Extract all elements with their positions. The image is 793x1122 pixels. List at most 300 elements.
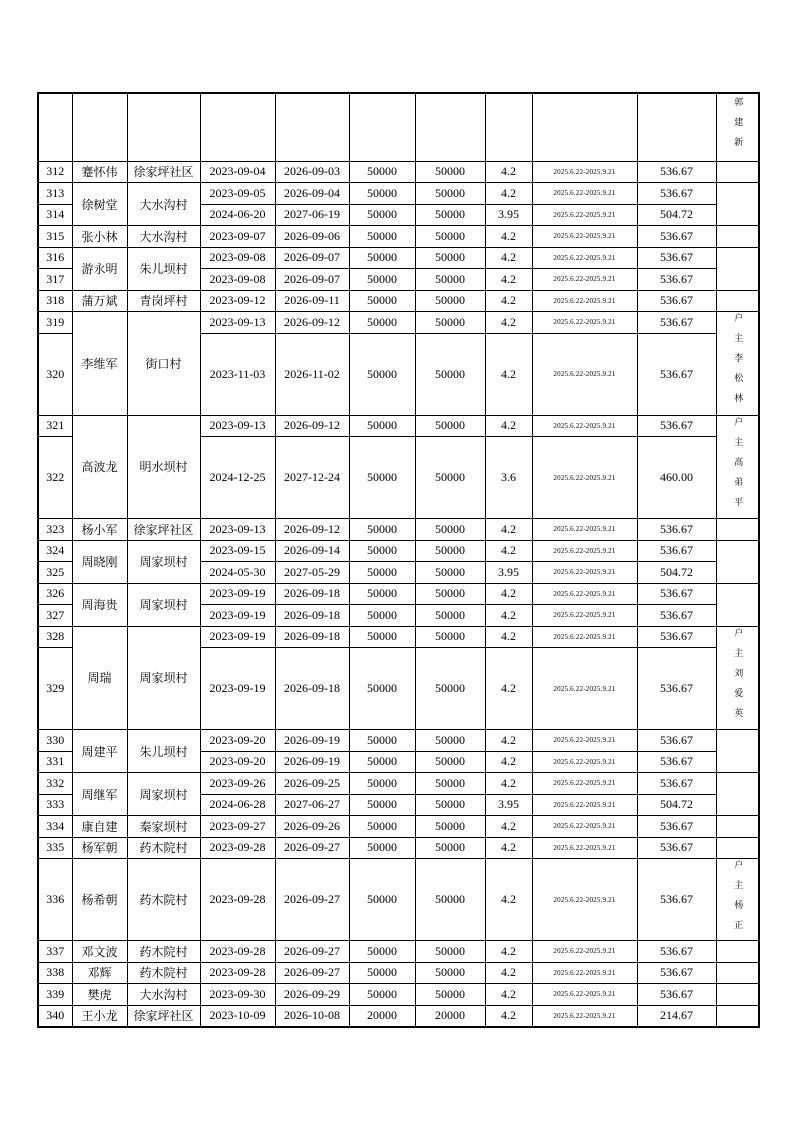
table-row — [38, 415, 759, 437]
loan-amount-cell: 50000 — [349, 583, 415, 605]
end-date-cell: 2026-09-18 — [275, 626, 349, 648]
borrower-name-cell: 周晓刚 — [72, 540, 127, 583]
start-date-cell: 2024-06-20 — [200, 204, 275, 226]
borrower-name-cell: 蹇怀伟 — [72, 161, 127, 183]
loan-amount-cell: 50000 — [349, 626, 415, 648]
interest-period-cell: 2025.6.22-2025.9.21 — [532, 226, 637, 248]
interest-period-cell: 2025.6.22-2025.9.21 — [532, 648, 637, 730]
interest-period-cell: 2025.6.22-2025.9.21 — [532, 605, 637, 627]
interest-rate-cell: 4.2 — [485, 648, 532, 730]
end-date-cell: 2026-09-18 — [275, 605, 349, 627]
interest-amount-cell: 536.67 — [637, 333, 716, 415]
village-cell: 周家坝村 — [127, 583, 200, 626]
village-cell: 药木院村 — [127, 962, 200, 984]
borrower-name-cell: 邓文波 — [72, 941, 127, 963]
interest-amount-cell: 536.67 — [637, 312, 716, 334]
header-cell-amount2 — [415, 93, 485, 161]
loan-amount-cell: 50000 — [349, 730, 415, 752]
loan-amount-cell: 50000 — [349, 751, 415, 773]
start-date-cell: 2023-09-08 — [200, 247, 275, 269]
interest-rate-cell: 4.2 — [485, 605, 532, 627]
remark-cell — [716, 312, 759, 416]
interest-period-cell: 2025.6.22-2025.9.21 — [532, 837, 637, 859]
end-date-cell: 2026-09-27 — [275, 941, 349, 963]
balance-amount-cell: 50000 — [415, 605, 485, 627]
end-date-cell: 2027-06-19 — [275, 204, 349, 226]
remark-cell — [716, 816, 759, 838]
start-date-cell: 2023-09-19 — [200, 626, 275, 648]
start-date-cell: 2024-05-30 — [200, 562, 275, 584]
row-number-cell: 315 — [38, 226, 72, 248]
remark-vertical-text: 户主高弟平 — [733, 416, 744, 517]
header-row — [38, 93, 759, 161]
interest-rate-cell: 3.95 — [485, 562, 532, 584]
borrower-name-cell: 王小龙 — [72, 1005, 127, 1027]
interest-period-cell: 2025.6.22-2025.9.21 — [532, 415, 637, 437]
row-number-cell: 340 — [38, 1005, 72, 1027]
balance-amount-cell: 50000 — [415, 204, 485, 226]
loan-amount-cell: 50000 — [349, 269, 415, 291]
header-cell-rate — [485, 93, 532, 161]
interest-amount-cell: 536.67 — [637, 730, 716, 752]
borrower-name-cell: 高波龙 — [72, 415, 127, 519]
borrower-name-cell: 李维军 — [72, 312, 127, 416]
loan-amount-cell: 50000 — [349, 859, 415, 941]
interest-rate-cell: 4.2 — [485, 816, 532, 838]
balance-amount-cell: 50000 — [415, 962, 485, 984]
remark-cell — [716, 290, 759, 312]
row-number-cell: 330 — [38, 730, 72, 752]
interest-amount-cell: 536.67 — [637, 941, 716, 963]
start-date-cell: 2023-09-19 — [200, 583, 275, 605]
balance-amount-cell: 50000 — [415, 794, 485, 816]
balance-amount-cell: 50000 — [415, 290, 485, 312]
interest-period-cell: 2025.6.22-2025.9.21 — [532, 751, 637, 773]
end-date-cell: 2026-09-04 — [275, 183, 349, 205]
start-date-cell: 2023-09-19 — [200, 648, 275, 730]
interest-period-cell: 2025.6.22-2025.9.21 — [532, 984, 637, 1006]
interest-rate-cell: 4.2 — [485, 226, 532, 248]
interest-period-cell: 2025.6.22-2025.9.21 — [532, 333, 637, 415]
loan-amount-cell: 50000 — [349, 540, 415, 562]
balance-amount-cell: 50000 — [415, 247, 485, 269]
remark-cell — [716, 773, 759, 816]
loan-amount-cell: 50000 — [349, 837, 415, 859]
borrower-name-cell: 邓辉 — [72, 962, 127, 984]
interest-rate-cell: 4.2 — [485, 583, 532, 605]
remark-cell — [716, 941, 759, 963]
table-row — [38, 312, 759, 334]
table-row — [38, 583, 759, 605]
interest-rate-cell: 4.2 — [485, 962, 532, 984]
village-cell: 药木院村 — [127, 859, 200, 941]
end-date-cell: 2027-05-29 — [275, 562, 349, 584]
interest-period-cell: 2025.6.22-2025.9.21 — [532, 794, 637, 816]
borrower-name-cell: 樊虎 — [72, 984, 127, 1006]
start-date-cell: 2023-09-28 — [200, 941, 275, 963]
interest-rate-cell: 4.2 — [485, 269, 532, 291]
row-number-cell: 335 — [38, 837, 72, 859]
remark-cell — [716, 984, 759, 1006]
header-cell-name — [72, 93, 127, 161]
interest-period-cell: 2025.6.22-2025.9.21 — [532, 183, 637, 205]
borrower-name-cell: 周海贵 — [72, 583, 127, 626]
balance-amount-cell: 20000 — [415, 1005, 485, 1027]
loan-amount-cell: 50000 — [349, 333, 415, 415]
borrower-name-cell: 游永明 — [72, 247, 127, 290]
loan-amount-cell: 50000 — [349, 984, 415, 1006]
table-row — [38, 226, 759, 248]
row-number-cell: 317 — [38, 269, 72, 291]
interest-period-cell: 2025.6.22-2025.9.21 — [532, 626, 637, 648]
balance-amount-cell: 50000 — [415, 837, 485, 859]
header-cell-amount1 — [349, 93, 415, 161]
signature-text: 郭建新 — [733, 97, 744, 158]
row-number-cell: 336 — [38, 859, 72, 941]
start-date-cell: 2023-09-20 — [200, 730, 275, 752]
interest-period-cell: 2025.6.22-2025.9.21 — [532, 562, 637, 584]
row-number-cell: 332 — [38, 773, 72, 795]
interest-period-cell: 2025.6.22-2025.9.21 — [532, 859, 637, 941]
interest-amount-cell: 214.67 — [637, 1005, 716, 1027]
end-date-cell: 2027-06-27 — [275, 794, 349, 816]
remark-vertical-text: 户主杨正 — [733, 859, 744, 940]
remark-cell — [716, 1005, 759, 1027]
start-date-cell: 2023-09-13 — [200, 519, 275, 541]
interest-period-cell: 2025.6.22-2025.9.21 — [532, 730, 637, 752]
interest-amount-cell: 536.67 — [637, 837, 716, 859]
interest-amount-cell: 536.67 — [637, 984, 716, 1006]
balance-amount-cell: 50000 — [415, 562, 485, 584]
village-cell: 秦家坝村 — [127, 816, 200, 838]
end-date-cell: 2026-09-18 — [275, 583, 349, 605]
village-cell: 大水沟村 — [127, 183, 200, 226]
start-date-cell: 2023-09-19 — [200, 605, 275, 627]
village-cell: 朱儿坝村 — [127, 730, 200, 773]
row-number-cell: 327 — [38, 605, 72, 627]
table-row — [38, 247, 759, 269]
remark-cell — [716, 837, 759, 859]
row-number-cell: 323 — [38, 519, 72, 541]
interest-rate-cell: 4.2 — [485, 859, 532, 941]
loan-amount-cell: 50000 — [349, 941, 415, 963]
loan-amount-cell: 50000 — [349, 962, 415, 984]
table-row — [38, 773, 759, 795]
loan-amount-cell: 50000 — [349, 816, 415, 838]
borrower-name-cell: 周建平 — [72, 730, 127, 773]
balance-amount-cell: 50000 — [415, 984, 485, 1006]
remark-vertical-text: 户主李松林 — [733, 313, 744, 414]
table-row — [38, 1005, 759, 1027]
interest-amount-cell: 536.67 — [637, 751, 716, 773]
balance-amount-cell: 50000 — [415, 816, 485, 838]
header-cell-rownum — [38, 93, 72, 161]
interest-rate-cell: 4.2 — [485, 312, 532, 334]
borrower-name-cell: 周继军 — [72, 773, 127, 816]
end-date-cell: 2026-09-18 — [275, 648, 349, 730]
row-number-cell: 319 — [38, 312, 72, 334]
village-cell: 明水坝村 — [127, 415, 200, 519]
balance-amount-cell: 50000 — [415, 519, 485, 541]
table-row — [38, 183, 759, 205]
loan-table-body — [38, 161, 759, 1027]
remark-cell — [716, 962, 759, 984]
start-date-cell: 2023-09-28 — [200, 859, 275, 941]
start-date-cell: 2023-09-04 — [200, 161, 275, 183]
interest-period-cell: 2025.6.22-2025.9.21 — [532, 269, 637, 291]
interest-amount-cell: 536.67 — [637, 290, 716, 312]
village-cell: 徐家坪社区 — [127, 161, 200, 183]
village-cell: 周家坝村 — [127, 626, 200, 730]
village-cell: 青岗坪村 — [127, 290, 200, 312]
interest-rate-cell: 4.2 — [485, 183, 532, 205]
remark-cell — [716, 183, 759, 226]
interest-rate-cell: 4.2 — [485, 415, 532, 437]
start-date-cell: 2023-09-12 — [200, 290, 275, 312]
interest-period-cell: 2025.6.22-2025.9.21 — [532, 816, 637, 838]
village-cell: 朱儿坝村 — [127, 247, 200, 290]
end-date-cell: 2026-11-02 — [275, 333, 349, 415]
loan-amount-cell: 50000 — [349, 794, 415, 816]
village-cell: 周家坝村 — [127, 540, 200, 583]
end-date-cell: 2026-09-07 — [275, 269, 349, 291]
remark-vertical-text: 户主刘爱英 — [733, 627, 744, 728]
village-cell: 徐家坪社区 — [127, 1005, 200, 1027]
header-remark-cell — [716, 93, 759, 161]
interest-amount-cell: 536.67 — [637, 605, 716, 627]
balance-amount-cell: 50000 — [415, 648, 485, 730]
interest-rate-cell: 4.2 — [485, 941, 532, 963]
row-number-cell: 326 — [38, 583, 72, 605]
interest-amount-cell: 536.67 — [637, 773, 716, 795]
interest-rate-cell: 3.95 — [485, 204, 532, 226]
borrower-name-cell: 蒲万斌 — [72, 290, 127, 312]
row-number-cell: 316 — [38, 247, 72, 269]
row-number-cell: 334 — [38, 816, 72, 838]
interest-amount-cell: 536.67 — [637, 415, 716, 437]
balance-amount-cell: 50000 — [415, 415, 485, 437]
remark-cell — [716, 519, 759, 541]
header-cell-start-date — [200, 93, 275, 161]
row-number-cell: 337 — [38, 941, 72, 963]
loan-amount-cell: 50000 — [349, 312, 415, 334]
balance-amount-cell: 50000 — [415, 540, 485, 562]
loan-amount-cell: 20000 — [349, 1005, 415, 1027]
interest-rate-cell: 4.2 — [485, 626, 532, 648]
loan-amount-cell: 50000 — [349, 290, 415, 312]
remark-cell — [716, 226, 759, 248]
borrower-name-cell: 张小林 — [72, 226, 127, 248]
end-date-cell: 2026-09-19 — [275, 730, 349, 752]
balance-amount-cell: 50000 — [415, 226, 485, 248]
interest-rate-cell: 4.2 — [485, 751, 532, 773]
row-number-cell: 333 — [38, 794, 72, 816]
interest-period-cell: 2025.6.22-2025.9.21 — [532, 204, 637, 226]
loan-amount-cell: 50000 — [349, 648, 415, 730]
interest-period-cell: 2025.6.22-2025.9.21 — [532, 247, 637, 269]
interest-amount-cell: 460.00 — [637, 437, 716, 519]
table-row — [38, 161, 759, 183]
balance-amount-cell: 50000 — [415, 773, 485, 795]
village-cell: 大水沟村 — [127, 984, 200, 1006]
loan-amount-cell: 50000 — [349, 161, 415, 183]
end-date-cell: 2026-09-26 — [275, 816, 349, 838]
table-row — [38, 290, 759, 312]
table-row — [38, 626, 759, 648]
loan-amount-cell: 50000 — [349, 519, 415, 541]
start-date-cell: 2023-11-03 — [200, 333, 275, 415]
interest-rate-cell: 4.2 — [485, 247, 532, 269]
end-date-cell: 2027-12-24 — [275, 437, 349, 519]
end-date-cell: 2026-09-12 — [275, 312, 349, 334]
end-date-cell: 2026-09-11 — [275, 290, 349, 312]
interest-rate-cell: 4.2 — [485, 519, 532, 541]
loan-amount-cell: 50000 — [349, 247, 415, 269]
remark-cell — [716, 247, 759, 290]
interest-amount-cell: 536.67 — [637, 583, 716, 605]
row-number-cell: 329 — [38, 648, 72, 730]
borrower-name-cell: 杨军朝 — [72, 837, 127, 859]
interest-period-cell: 2025.6.22-2025.9.21 — [532, 519, 637, 541]
interest-rate-cell: 4.2 — [485, 333, 532, 415]
end-date-cell: 2026-09-27 — [275, 859, 349, 941]
interest-period-cell: 2025.6.22-2025.9.21 — [532, 437, 637, 519]
start-date-cell: 2023-09-30 — [200, 984, 275, 1006]
interest-period-cell: 2025.6.22-2025.9.21 — [532, 583, 637, 605]
interest-amount-cell: 536.67 — [637, 161, 716, 183]
table-row — [38, 540, 759, 562]
remark-cell — [716, 730, 759, 773]
end-date-cell: 2026-09-03 — [275, 161, 349, 183]
start-date-cell: 2023-09-20 — [200, 751, 275, 773]
start-date-cell: 2023-09-15 — [200, 540, 275, 562]
interest-amount-cell: 536.67 — [637, 626, 716, 648]
row-number-cell: 318 — [38, 290, 72, 312]
interest-period-cell: 2025.6.22-2025.9.21 — [532, 161, 637, 183]
interest-amount-cell: 536.67 — [637, 183, 716, 205]
start-date-cell: 2023-09-05 — [200, 183, 275, 205]
loan-table — [37, 92, 760, 1028]
interest-amount-cell: 536.67 — [637, 226, 716, 248]
loan-amount-cell: 50000 — [349, 773, 415, 795]
village-cell: 周家坝村 — [127, 773, 200, 816]
borrower-name-cell: 康自建 — [72, 816, 127, 838]
loan-amount-cell: 50000 — [349, 437, 415, 519]
table-row — [38, 859, 759, 941]
loan-amount-cell: 50000 — [349, 183, 415, 205]
borrower-name-cell: 徐树堂 — [72, 183, 127, 226]
interest-period-cell: 2025.6.22-2025.9.21 — [532, 962, 637, 984]
interest-amount-cell: 536.67 — [637, 859, 716, 941]
table-row — [38, 519, 759, 541]
balance-amount-cell: 50000 — [415, 183, 485, 205]
start-date-cell: 2023-09-28 — [200, 837, 275, 859]
balance-amount-cell: 50000 — [415, 941, 485, 963]
balance-amount-cell: 50000 — [415, 583, 485, 605]
table-row — [38, 962, 759, 984]
end-date-cell: 2026-09-29 — [275, 984, 349, 1006]
row-number-cell: 312 — [38, 161, 72, 183]
end-date-cell: 2026-09-27 — [275, 837, 349, 859]
start-date-cell: 2023-09-28 — [200, 962, 275, 984]
interest-amount-cell: 504.72 — [637, 562, 716, 584]
interest-period-cell: 2025.6.22-2025.9.21 — [532, 773, 637, 795]
table-row — [38, 941, 759, 963]
remark-cell — [716, 540, 759, 583]
end-date-cell: 2026-09-19 — [275, 751, 349, 773]
loan-amount-cell: 50000 — [349, 204, 415, 226]
village-cell: 大水沟村 — [127, 226, 200, 248]
header-cell-period — [532, 93, 637, 161]
loan-amount-cell: 50000 — [349, 226, 415, 248]
header-cell-interest — [637, 93, 716, 161]
end-date-cell: 2026-09-27 — [275, 962, 349, 984]
interest-rate-cell: 4.2 — [485, 837, 532, 859]
interest-amount-cell: 536.67 — [637, 816, 716, 838]
village-cell: 徐家坪社区 — [127, 519, 200, 541]
end-date-cell: 2026-09-14 — [275, 540, 349, 562]
interest-rate-cell: 4.2 — [485, 540, 532, 562]
balance-amount-cell: 50000 — [415, 333, 485, 415]
balance-amount-cell: 50000 — [415, 859, 485, 941]
interest-rate-cell: 4.2 — [485, 1005, 532, 1027]
row-number-cell: 321 — [38, 415, 72, 437]
row-number-cell: 331 — [38, 751, 72, 773]
start-date-cell: 2023-09-27 — [200, 816, 275, 838]
village-cell: 药木院村 — [127, 941, 200, 963]
remark-cell — [716, 583, 759, 626]
interest-rate-cell: 4.2 — [485, 773, 532, 795]
interest-period-cell: 2025.6.22-2025.9.21 — [532, 312, 637, 334]
interest-period-cell: 2025.6.22-2025.9.21 — [532, 941, 637, 963]
row-number-cell: 314 — [38, 204, 72, 226]
balance-amount-cell: 50000 — [415, 312, 485, 334]
interest-amount-cell: 536.67 — [637, 648, 716, 730]
end-date-cell: 2026-09-06 — [275, 226, 349, 248]
interest-period-cell: 2025.6.22-2025.9.21 — [532, 290, 637, 312]
table-row — [38, 984, 759, 1006]
row-number-cell: 328 — [38, 626, 72, 648]
interest-amount-cell: 504.72 — [637, 794, 716, 816]
balance-amount-cell: 50000 — [415, 751, 485, 773]
balance-amount-cell: 50000 — [415, 269, 485, 291]
remark-cell — [716, 626, 759, 730]
row-number-cell: 324 — [38, 540, 72, 562]
balance-amount-cell: 50000 — [415, 626, 485, 648]
end-date-cell: 2026-09-07 — [275, 247, 349, 269]
interest-amount-cell: 536.67 — [637, 540, 716, 562]
header-cell-end-date — [275, 93, 349, 161]
row-number-cell: 325 — [38, 562, 72, 584]
borrower-name-cell: 周瑞 — [72, 626, 127, 730]
interest-rate-cell: 3.6 — [485, 437, 532, 519]
interest-period-cell: 2025.6.22-2025.9.21 — [532, 1005, 637, 1027]
row-number-cell: 338 — [38, 962, 72, 984]
borrower-name-cell: 杨小军 — [72, 519, 127, 541]
table-row — [38, 730, 759, 752]
start-date-cell: 2023-09-26 — [200, 773, 275, 795]
start-date-cell: 2023-09-13 — [200, 415, 275, 437]
start-date-cell: 2023-09-07 — [200, 226, 275, 248]
interest-rate-cell: 4.2 — [485, 730, 532, 752]
balance-amount-cell: 50000 — [415, 437, 485, 519]
interest-rate-cell: 3.95 — [485, 794, 532, 816]
interest-rate-cell: 4.2 — [485, 290, 532, 312]
remark-cell — [716, 859, 759, 941]
end-date-cell: 2026-09-25 — [275, 773, 349, 795]
end-date-cell: 2026-10-08 — [275, 1005, 349, 1027]
village-cell: 药木院村 — [127, 837, 200, 859]
